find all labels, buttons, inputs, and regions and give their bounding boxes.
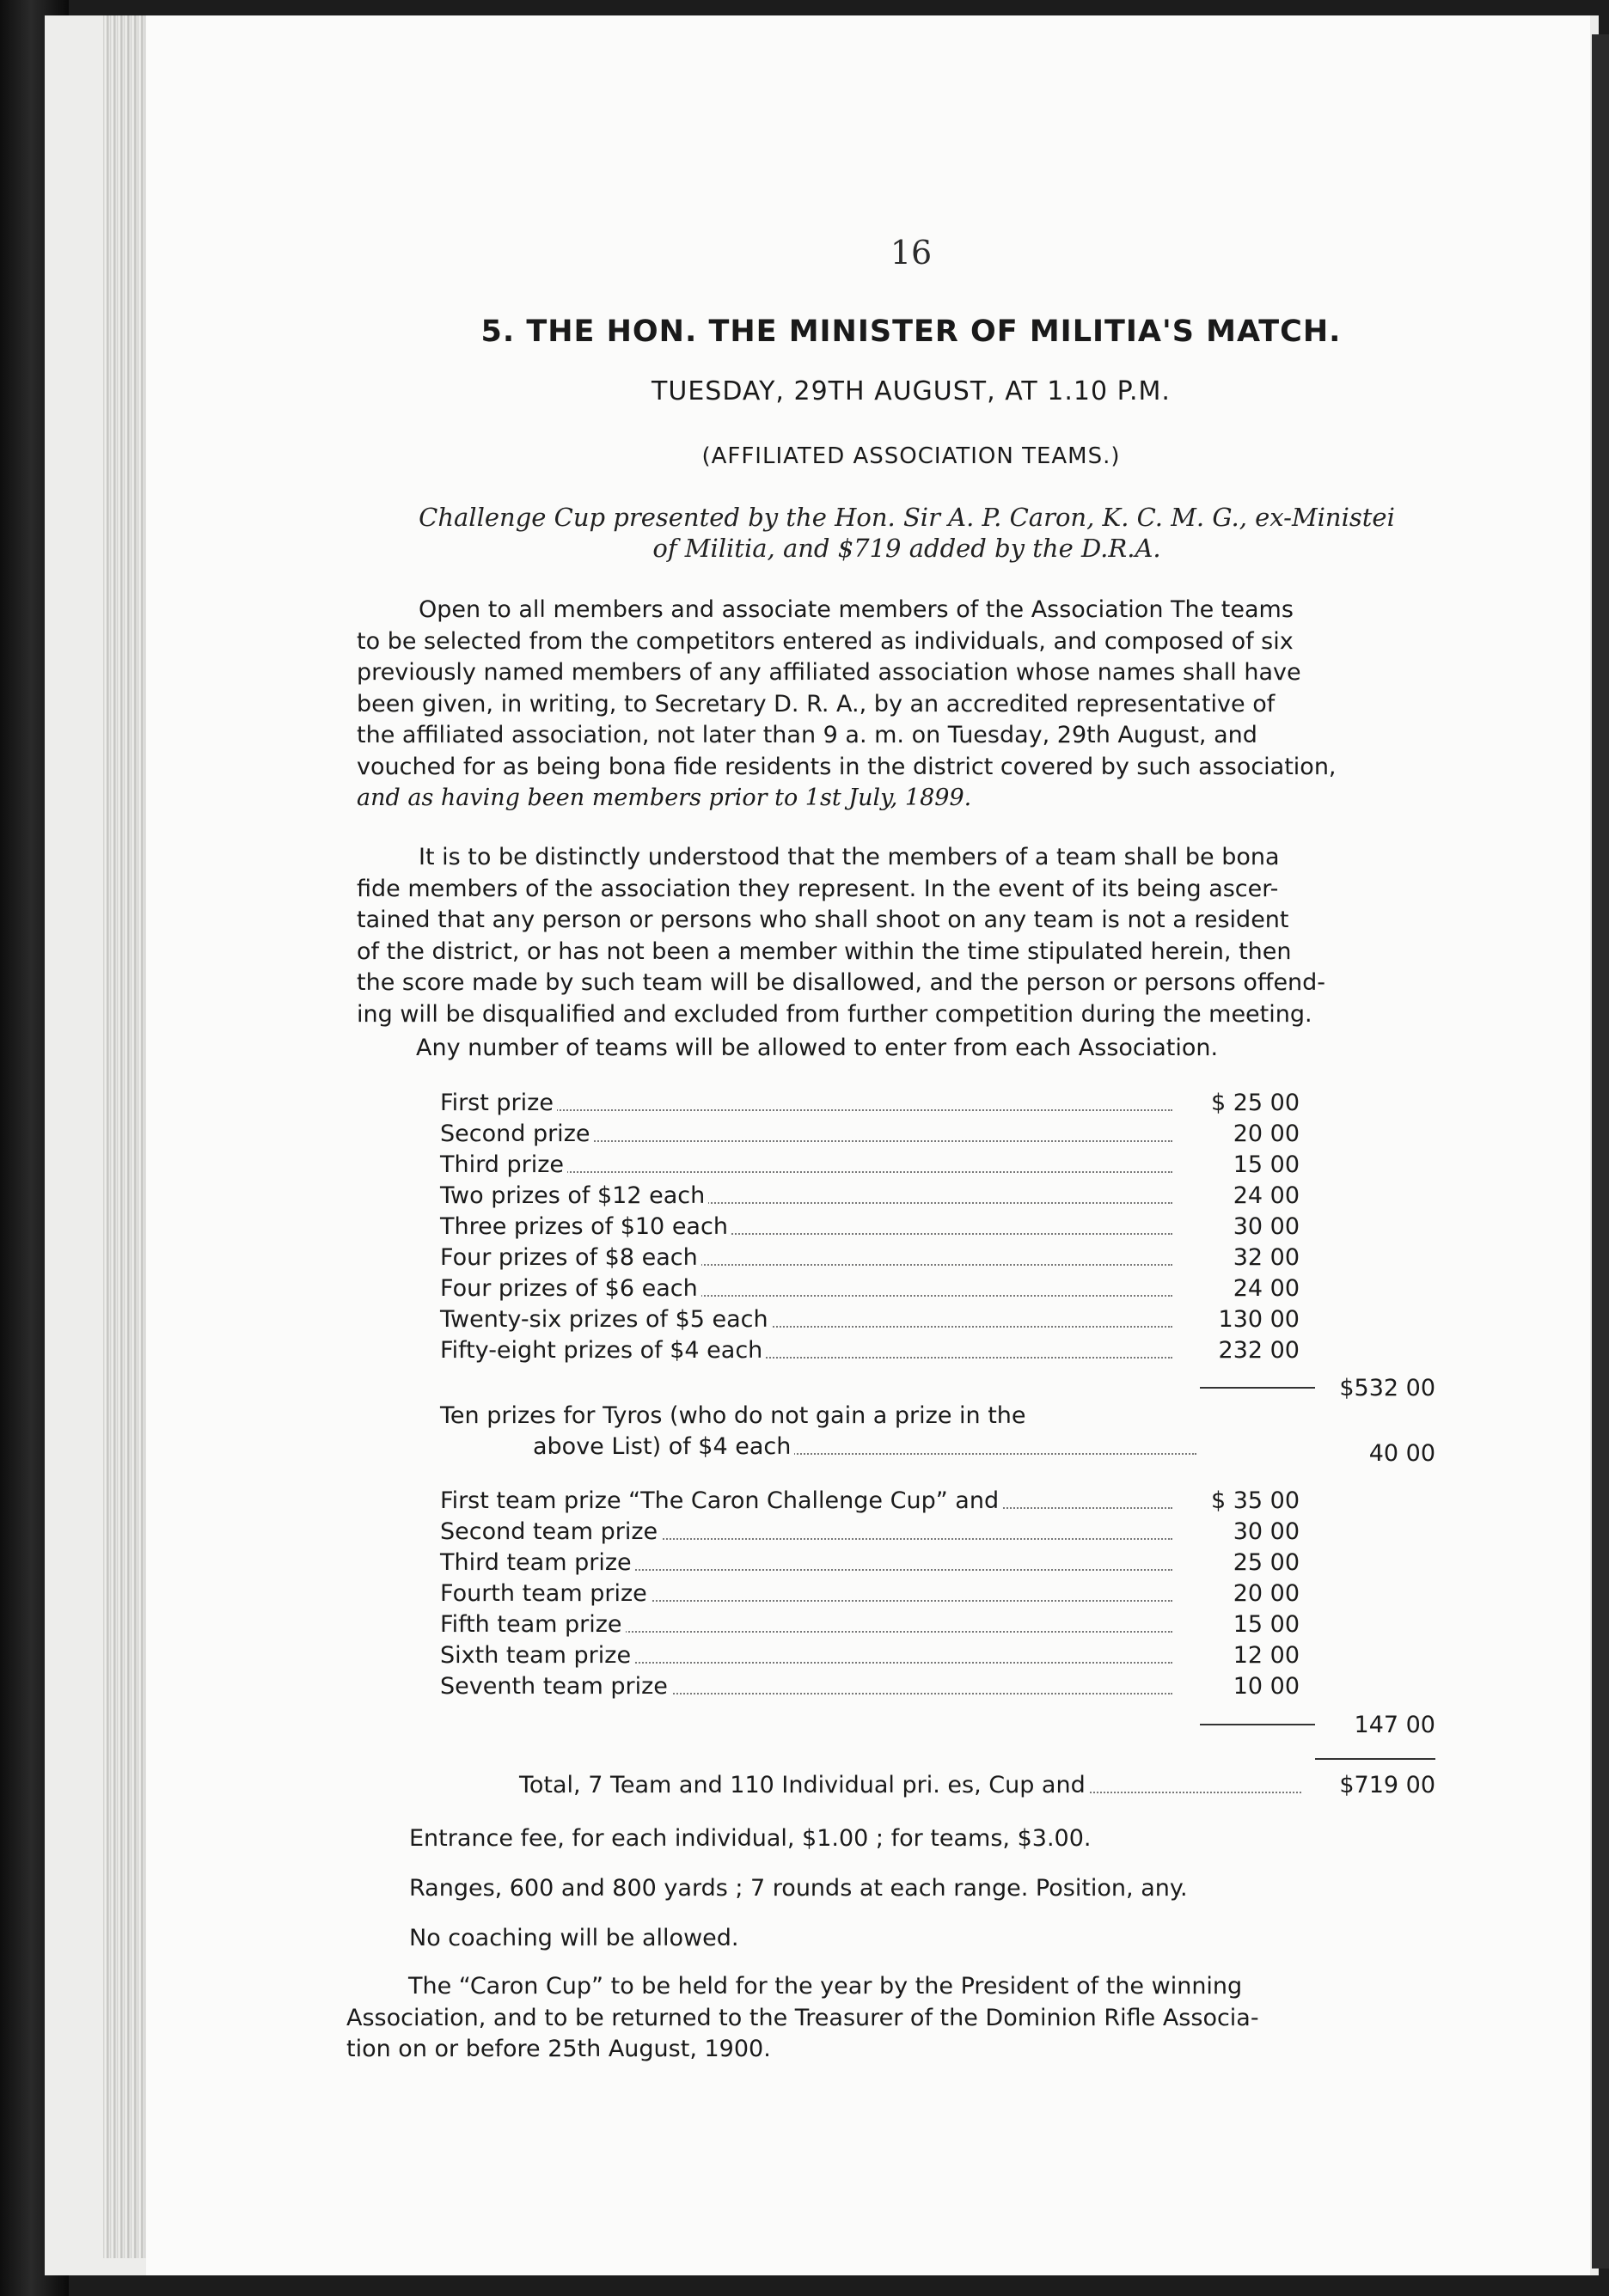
prize-amount: 24 00 [1233,1182,1300,1209]
prize-label: Sixth team prize [440,1642,634,1669]
team-prize-row [440,1549,1300,1578]
paragraph-line: and as having been members prior to 1st July, 1899. [357,785,972,811]
individual-subtotal: $532 00 [1339,1375,1435,1401]
prize-amount: 25 00 [1233,1549,1300,1576]
total-row [519,1772,1301,1801]
prize-amount: 232 00 [1218,1337,1300,1364]
challenge-cup-note [352,502,1461,564]
paragraph-line: been given, in writing, to Secretary D. R. A., by an accredited representative of [357,690,1276,718]
prize-label: Third prize [440,1151,567,1178]
match-team-type: (AFFILIATED ASSOCIATION TEAMS.) [701,443,1121,469]
prize-row [440,1090,1300,1119]
paragraph-line: It is to be distinctly understood that the members of a team shall be bona [419,844,1280,870]
prize-amount: 130 00 [1218,1306,1300,1333]
conditions-paragraph [357,595,1447,815]
team-prize-row [440,1518,1300,1548]
prize-label: Twenty-six prizes of $5 each [440,1306,772,1333]
sum-rule [1200,1387,1315,1389]
paragraph-line: of the district, or has not been a member within the time stipulated herein, then [357,937,1292,965]
prize-label: Second prize [440,1121,593,1147]
prize-amount: $ 25 00 [1210,1090,1300,1116]
entrance-fee: Entrance fee, for each individual, $1.00 ; for teams, $3.00. [409,1825,1092,1852]
residency-paragraph [357,842,1447,1030]
tyros-amount: 40 00 [1368,1440,1435,1467]
ranges: Ranges, 600 and 800 yards ; 7 rounds at each range. Position, any. [409,1875,1188,1902]
paragraph-line: to be selected from the competitors entered as individuals, and composed of six [357,627,1294,655]
prize-row [440,1121,1300,1150]
paragraph-line: the affiliated association, not later than 9 a. m. on Tuesday, 29th August, and [357,722,1257,748]
team-prize-row [440,1611,1300,1640]
caron-cup-paragraph [346,1971,1436,2066]
prize-label: Third team prize [440,1549,635,1576]
page-right-edge [1592,34,1609,2269]
prize-row [440,1182,1300,1212]
prize-label: Fourth team prize [440,1580,651,1607]
total-label: Total, 7 Team and 110 Individual pri. es, Cup and [519,1772,1089,1798]
paragraph-line: The “Caron Cup” to be held for the year by the President of the winning [408,1973,1243,2000]
sum-rule [1200,1724,1315,1725]
total-amount: $719 00 [1339,1772,1435,1798]
team-prize-row [440,1580,1300,1609]
team-prize-row [440,1487,1300,1517]
total-rule [1315,1758,1435,1760]
team-prize-row [440,1673,1300,1702]
prize-amount: $ 35 00 [1210,1487,1300,1514]
prize-label: Four prizes of $8 each [440,1244,701,1271]
paragraph-line: the score made by such team will be disallowed, and the person or persons offend- [357,969,1326,996]
paragraph-line: fide members of the association they represent. In the event of its being ascer- [357,875,1279,902]
prize-label: First team prize “The Caron Challenge Cup” and [440,1487,1002,1514]
cup-line: of Militia, and $719 added by the D.R.A. [652,534,1161,563]
team-prize-row [440,1642,1300,1671]
paragraph-line: Association, and to be returned to the Treasurer of the Dominion Rifle Associa- [346,2004,1259,2031]
tyros-label: above List) of $4 each [533,1433,794,1460]
prize-label: Four prizes of $6 each [440,1275,701,1302]
prize-amount: 12 00 [1233,1642,1300,1669]
prize-label: Two prizes of $12 each [440,1182,708,1209]
paragraph-line: Open to all members and associate members of the Association The teams [419,596,1294,623]
tyros-row [533,1433,1196,1462]
prize-amount: 20 00 [1233,1580,1300,1607]
paragraph-line: tained that any person or persons who shall shoot on any team is not a resident [357,907,1289,933]
any-number-line: Any number of teams will be allowed to enter from each Association. [416,1035,1219,1061]
prize-row [440,1151,1300,1181]
coaching: No coaching will be allowed. [409,1925,739,1951]
paragraph-line: previously named members of any affiliated association whose names shall have [357,659,1301,686]
prize-amount: 24 00 [1233,1275,1300,1302]
prize-row [440,1244,1300,1273]
prize-row [440,1213,1300,1243]
prize-amount: 30 00 [1233,1518,1300,1545]
team-subtotal: 147 00 [1354,1712,1435,1738]
prize-row [440,1337,1300,1366]
match-title: 5. THE HON. THE MINISTER OF MILITIA'S MATCH. [480,314,1342,349]
prize-row [440,1275,1300,1304]
prize-label: Three prizes of $10 each [440,1213,731,1240]
prize-label: First prize [440,1090,557,1116]
prize-amount: 30 00 [1233,1213,1300,1240]
match-date: TUESDAY, 29TH AUGUST, AT 1.10 P.M. [652,376,1171,406]
prize-label: Fifth team prize [440,1611,626,1638]
paragraph-line: vouched for as being bona fide residents in the district covered by such association, [357,753,1337,780]
tyros-line: Ten prizes for Tyros (who do not gain a prize in the [440,1402,1026,1429]
page-number: 16 [890,234,933,272]
prize-label: Fifty-eight prizes of $4 each [440,1337,766,1364]
prize-amount: 10 00 [1233,1673,1300,1700]
paragraph-line: ing will be disqualified and excluded from further competition during the meeting. [357,1000,1312,1028]
paragraph-line: tion on or before 25th August, 1900. [346,2036,771,2062]
prize-amount: 20 00 [1233,1121,1300,1147]
prize-row [440,1306,1300,1335]
prize-amount: 32 00 [1233,1244,1300,1271]
prize-amount: 15 00 [1233,1151,1300,1178]
cup-line: Challenge Cup presented by the Hon. Sir A. P. Caron, K. C. M. G., ex-Ministei [419,503,1395,532]
prize-label: Second team prize [440,1518,661,1545]
prize-amount: 15 00 [1233,1611,1300,1638]
prize-label: Seventh team prize [440,1673,671,1700]
